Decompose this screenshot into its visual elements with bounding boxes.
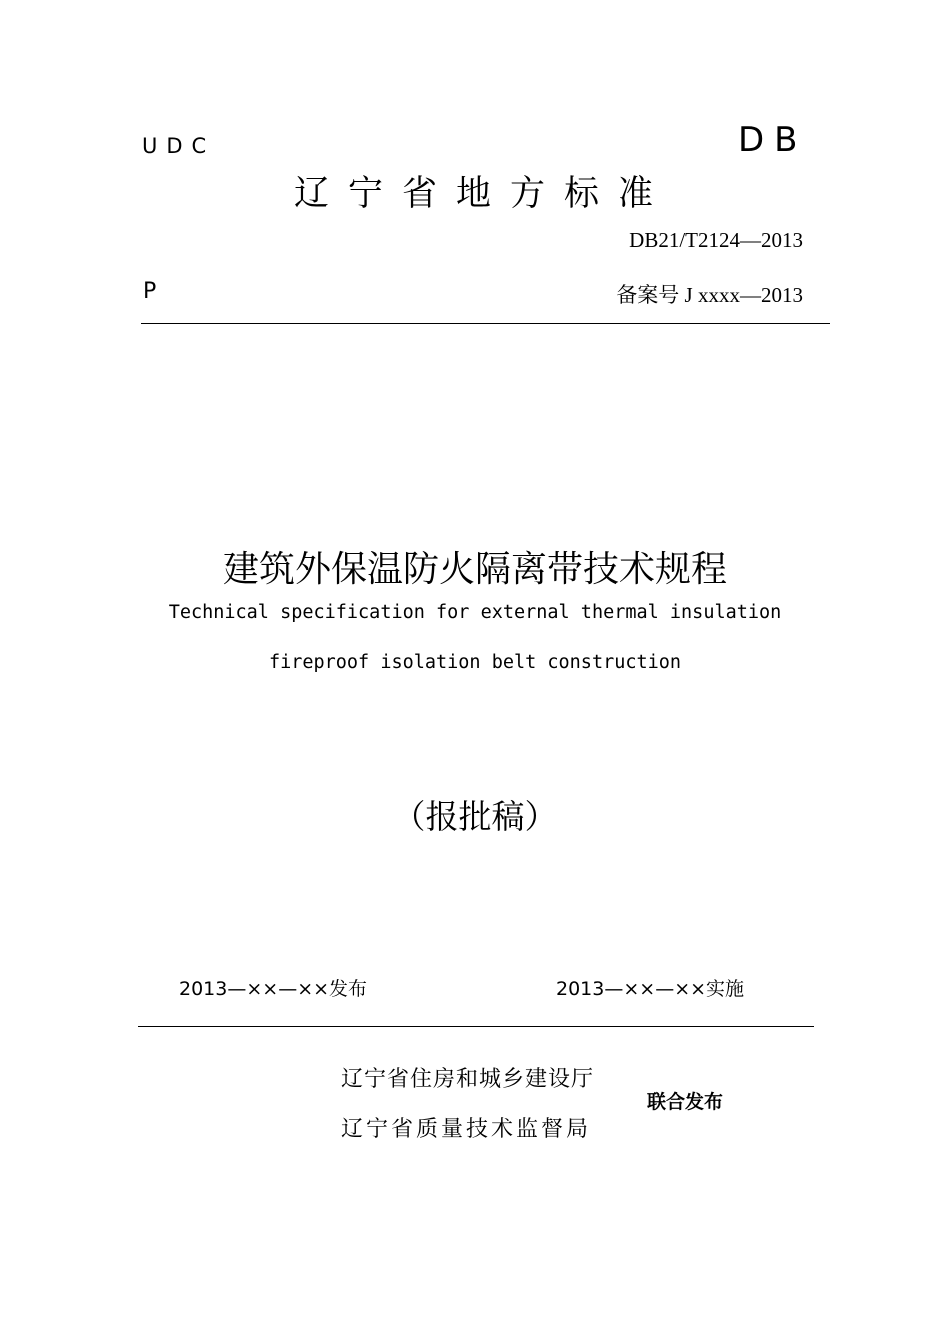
joint-issue-label: 联合发布: [647, 1091, 724, 1113]
document-title-en-line1: Technical specification for external thermal insulation: [168, 602, 782, 623]
document-title-en-line2: fireproof isolation belt construction: [268, 652, 682, 673]
publish-date: 2013—××—××发布: [179, 978, 368, 1000]
standard-type-title: 辽宁省地方标准: [293, 174, 672, 214]
document-status: （报批稿）: [392, 797, 558, 836]
issuer-housing-dept: 辽宁省住房和城乡建设厅: [341, 1067, 595, 1092]
filing-number: 备案号 J xxxx—2013: [616, 283, 803, 307]
implementation-date: 2013—××—××实施: [556, 978, 745, 1000]
top-divider: [141, 323, 830, 324]
bottom-divider: [138, 1026, 814, 1027]
db-label: DB: [738, 120, 808, 160]
standard-number: DB21/T2124—2013: [629, 228, 803, 252]
category-code: P: [143, 279, 157, 304]
document-title-cn: 建筑外保温防火隔离带技术规程: [222, 549, 727, 590]
udc-label: UDC: [142, 134, 216, 158]
issuer-quality-bureau: 辽宁省质量技术监督局: [341, 1117, 592, 1142]
